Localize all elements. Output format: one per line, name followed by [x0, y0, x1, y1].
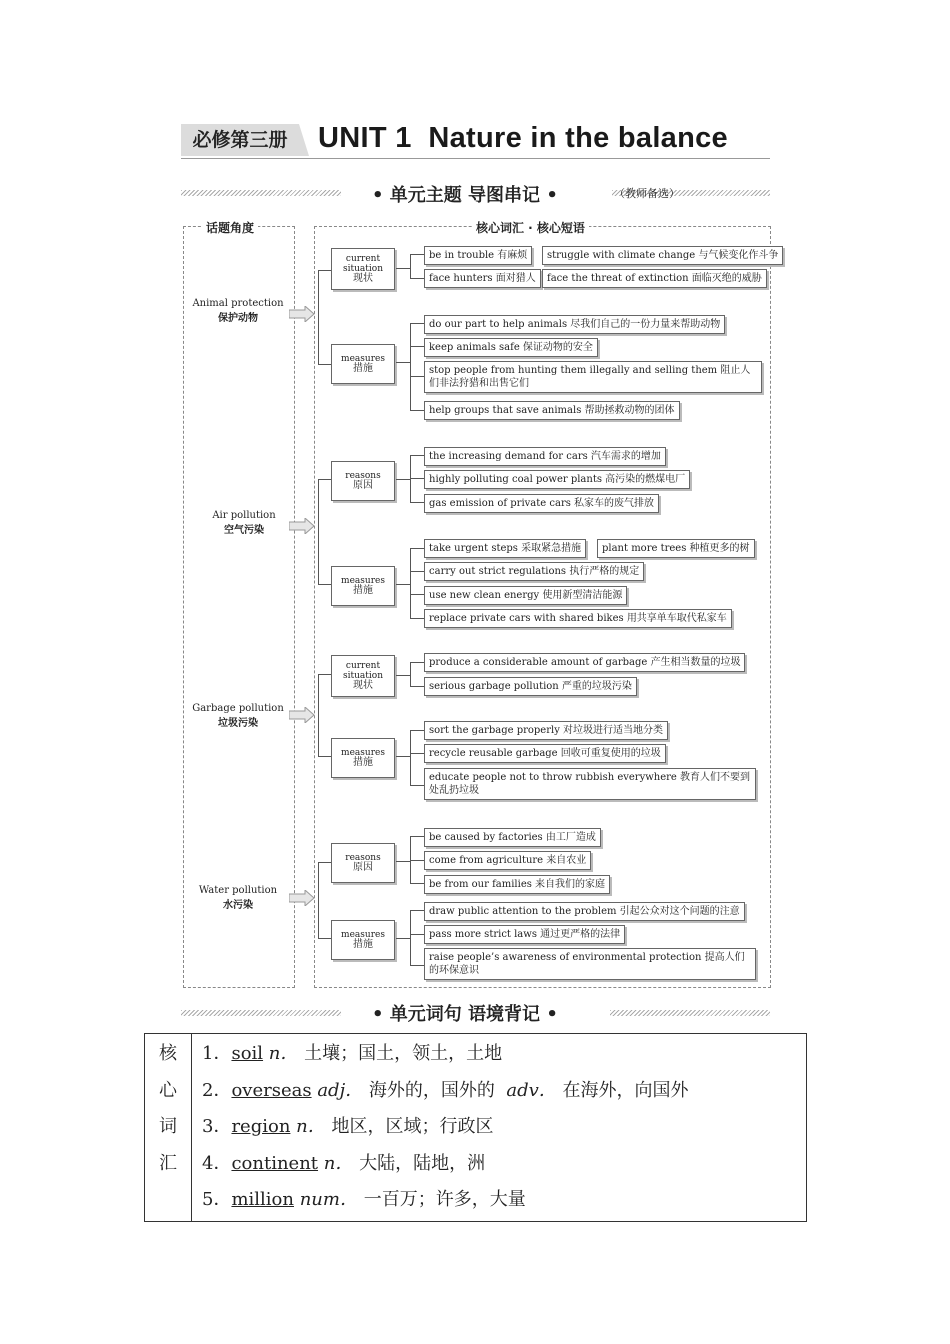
vocab-entry: 5．million num． 一百万；许多，大量 — [202, 1189, 526, 1210]
banner-hatch-left — [181, 190, 341, 196]
core-vocab-label: 核心词汇 · 核心短语 — [472, 219, 589, 236]
phrase-item: draw public attention to the problem 引起公众对这个问题的注意 — [424, 902, 745, 921]
vocab-word: continent — [231, 1152, 319, 1174]
unit-title — [318, 122, 728, 155]
arrow-right-icon — [289, 890, 315, 906]
vocab-entry: 4．continent n． 大陆，陆地，洲 — [202, 1152, 486, 1174]
phrase-item: stop people from hunting them illegally and selling them 阻止人们非法狩猎和出售它们 — [424, 361, 762, 393]
phrase-item: sort the garbage properly 对垃圾进行适当地分类 — [424, 721, 668, 740]
connector — [318, 674, 319, 756]
core-vocab-table — [144, 1033, 807, 1222]
unit-name: Nature in the balance — [428, 122, 728, 154]
category-measures: measures 措施 — [331, 566, 395, 606]
topic-angle-label: 话题角度 — [202, 219, 258, 236]
connector — [318, 479, 319, 584]
phrase-item: face hunters 面对猎人 — [424, 269, 541, 288]
connector — [318, 270, 319, 364]
phrase-item: pass more strict laws 通过更严格的法律 — [424, 925, 625, 944]
phrase-item: take urgent steps 采取紧急措施 — [424, 539, 586, 558]
category-measures: measures 措施 — [331, 920, 395, 960]
connector — [318, 862, 319, 938]
phrase-item: highly polluting coal power plants 高污染的燃煤电厂 — [424, 470, 690, 489]
phrase-item: carry out strict regulations 执行严格的规定 — [424, 562, 644, 581]
vocab-word: region — [231, 1116, 291, 1137]
topic-air-pollution: Air pollution 空气污染 — [212, 510, 276, 536]
vocab-section-title: • 单元词句 语境背记 • — [372, 1004, 558, 1025]
banner-dot-icon: • — [372, 1004, 390, 1025]
category-current-situation: current situation 现状 — [331, 655, 395, 697]
phrase-item: keep animals safe 保证动物的安全 — [424, 338, 598, 357]
phrase-item: raise people’s awareness of environmental protection 提高人们的环保意识 — [424, 948, 756, 980]
phrase-item: the increasing demand for cars 汽车需求的增加 — [424, 447, 666, 466]
connector — [318, 364, 331, 365]
book-volume-tag: 必修第三册 — [181, 124, 299, 156]
phrase-item: use new clean energy 使用新型清洁能源 — [424, 586, 627, 605]
phrase-item: face the threat of extinction 面临灭绝的威胁 — [542, 269, 767, 288]
side-label: 核 心 词 汇 — [145, 1034, 192, 1222]
banner-hatch-right — [610, 1010, 770, 1016]
arrow-right-icon — [289, 518, 315, 534]
phrase-item: produce a considerable amount of garbage 产生相当数量的垃圾 — [424, 653, 745, 672]
topic-animal-protection: Animal protection 保护动物 — [192, 298, 284, 324]
phrase-item: plant more trees 种植更多的树 — [597, 539, 755, 558]
map-section-title: • 单元主题 导图串记 • — [372, 185, 558, 206]
phrase-item: be caused by factories 由工厂造成 — [424, 828, 601, 847]
vocab-word: soil — [231, 1043, 264, 1064]
phrase-item: help groups that save animals 帮助拯救动物的团体 — [424, 401, 680, 420]
unit-number: UNIT 1 — [318, 122, 412, 154]
phrase-item: educate people not to throw rubbish everywhere 教育人们不要到处乱扔垃圾 — [424, 768, 756, 800]
category-reasons: reasons 原因 — [331, 461, 395, 501]
teacher-note: （教师备选） — [614, 187, 680, 200]
arrow-right-icon — [289, 306, 315, 322]
phrase-item: serious garbage pollution 严重的垃圾污染 — [424, 677, 637, 696]
phrase-item: replace private cars with shared bikes 用共享单车取代私家车 — [424, 609, 732, 628]
category-current-situation: current situation 现状 — [331, 248, 395, 290]
vocab-entry: 3．region n． 地区，区域；行政区 — [202, 1116, 494, 1137]
category-measures: measures 措施 — [331, 344, 395, 384]
topic-garbage-pollution: Garbage pollution 垃圾污染 — [192, 703, 284, 729]
arrow-right-icon — [289, 707, 315, 723]
topic-water-pollution: Water pollution 水污染 — [198, 885, 278, 911]
phrase-item: be in trouble 有麻烦 — [424, 246, 532, 265]
phrase-item: struggle with climate change 与气候变化作斗争 — [542, 246, 783, 265]
topic-angle-box — [183, 226, 295, 988]
phrase-item: do our part to help animals 尽我们自己的一份力量来帮助动物 — [424, 315, 725, 334]
vocab-word: overseas — [231, 1079, 312, 1101]
vocab-word: million — [231, 1189, 294, 1210]
category-measures: measures 措施 — [331, 738, 395, 778]
phrase-item: recycle reusable garbage 回收可重复使用的垃圾 — [424, 744, 666, 763]
banner-hatch-left — [181, 1010, 341, 1016]
connector — [318, 270, 331, 271]
phrase-item: come from agriculture 来自农业 — [424, 851, 591, 870]
vocab-entries — [192, 1034, 807, 1222]
phrase-item: be from our families 来自我们的家庭 — [424, 875, 610, 894]
header-rule — [181, 158, 770, 159]
phrase-item: gas emission of private cars 私家车的废气排放 — [424, 494, 659, 513]
vocab-entry: 1．soil n． 土壤；国土，领土，土地 — [202, 1043, 503, 1064]
banner-dot-icon: • — [372, 185, 390, 206]
vocab-entry: 2．overseas adj． 海外的，国外的 adv． 在海外，向国外 — [202, 1079, 689, 1101]
category-reasons: reasons 原因 — [331, 843, 395, 883]
